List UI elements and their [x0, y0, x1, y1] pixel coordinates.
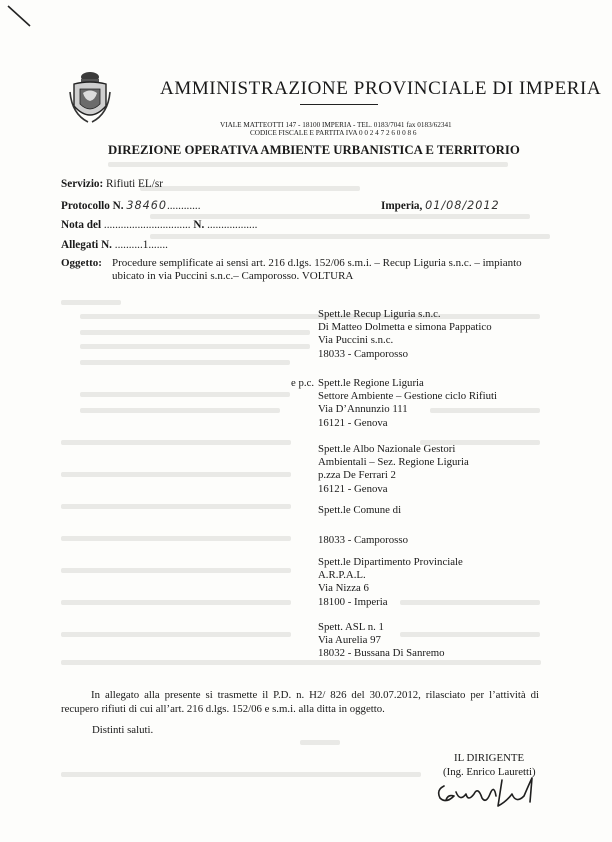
recipient-line: 18032 - Bussana Di Sanremo: [318, 647, 445, 660]
allegati-field: [61, 239, 168, 251]
recipient-line: Ambientali – Sez. Regione Liguria: [318, 456, 469, 469]
servizio-field: [61, 178, 163, 190]
recipient-line-blank: [318, 517, 408, 530]
handwritten-signature-icon: [432, 772, 544, 812]
servizio-label: Servizio:: [61, 178, 104, 190]
recipient-line: Via D’Annunzio 111: [318, 403, 408, 416]
subject-label: Oggetto:: [61, 257, 102, 269]
subject-block: [61, 257, 551, 283]
recipient-line: Via Aurelia 97: [318, 634, 381, 647]
recipient-line: Spett. ASL n. 1: [318, 621, 384, 633]
recipient-line: Via Puccini s.n.c.: [318, 334, 394, 347]
subject-text: Procedure semplificate ai sensi art. 216 d.lgs. 152/06 s.m.i. – Recup Liguria s.n.c. – impianto ubicato in via Puccini s.n.c.– Camporosso. VOLTURA: [112, 257, 522, 282]
nota-field: [61, 219, 257, 231]
institution-address: VIALE MATTEOTTI 147 - 18100 IMPERIA - TEL. 0183/7041 fax 0183/62341: [220, 121, 452, 129]
recipient-line: 18100 - Imperia: [318, 595, 388, 608]
recipient-line: Via Nizza 6: [318, 582, 369, 595]
recipient-asl: [318, 621, 445, 661]
nota-label: Nota del: [61, 219, 102, 231]
servizio-value: Rifiuti EL/sr: [106, 178, 163, 190]
cc-label: e p.c.: [291, 377, 315, 389]
recipient-line: 18033 - Camporosso: [318, 347, 408, 360]
nota-dots: ...............................: [103, 219, 191, 231]
department-title: DIREZIONE OPERATIVA AMBIENTE URBANISTICA E TERRITORIO: [108, 143, 520, 157]
signer-name: (Ing. Enrico Lauretti): [443, 766, 536, 778]
date-field: [381, 199, 500, 212]
allegati-value: ..........1.......: [114, 239, 168, 251]
recipient-line: Di Matteo Dolmetta e simona Pappatico: [318, 321, 492, 334]
letter-body: [61, 688, 539, 716]
protocollo-field: [61, 199, 201, 212]
recipient-line: A.R.P.A.L.: [318, 569, 366, 582]
recipient-line: Settore Ambiente – Gestione ciclo Rifiuti: [318, 390, 498, 403]
date-value: 01/08/2012: [425, 199, 500, 212]
recipient-line: 18033 - Camporosso: [318, 534, 408, 547]
protocollo-value: 38460: [126, 199, 167, 212]
provincial-crest-icon: [68, 70, 112, 126]
recipient-albo-gestori: [318, 443, 469, 496]
nota-n-label: N.: [193, 219, 205, 231]
protocollo-label: Protocollo N.: [61, 200, 124, 212]
body-paragraph: In allegato alla presente si trasmette il P.D. n. H2/ 826 del 30.07.2012, rilasciato per l’attività di recupero rifiuti di cui all’art. 216 d.lgs. 152/06 e s.m.i. alla ditta in oggetto.: [61, 689, 539, 715]
place-label: Imperia,: [381, 200, 423, 212]
institution-title: AMMINISTRAZIONE PROVINCIALE DI IMPERIA: [160, 78, 602, 99]
recipient-line: Spett.le Albo Nazionale Gestori: [318, 443, 456, 455]
header-divider: [300, 104, 378, 105]
recipient-line: Spett.le Recup Liguria s.n.c.: [318, 308, 441, 320]
recipient-line: 16121 - Genova: [318, 416, 388, 429]
staple-mark-icon: [6, 4, 36, 34]
recipient-line: p.zza De Ferrari 2: [318, 469, 396, 482]
protocollo-dots: ............: [166, 200, 201, 212]
recipient-comune: [318, 504, 408, 548]
recipient-arpal: [318, 556, 463, 609]
signer-role: IL DIRIGENTE: [454, 752, 525, 764]
recipient-line: Spett.le Dipartimento Provinciale: [318, 556, 463, 568]
recipient-line: Spett.le Regione Liguria: [318, 377, 424, 389]
fiscal-code: CODICE FISCALE E PARTITA IVA 0 0 2 4 7 2 6 0 0 8 6: [250, 129, 417, 137]
recipient-regione-liguria: [318, 377, 497, 430]
recipient-line: Spett.le Comune di: [318, 504, 402, 516]
allegati-label: Allegati N.: [61, 239, 112, 251]
nota-n-dots: ..................: [207, 219, 258, 231]
closing-greeting: Distinti saluti.: [92, 724, 154, 736]
recipient-line: 16121 - Genova: [318, 482, 388, 495]
recipient-recup-liguria: [318, 308, 492, 361]
